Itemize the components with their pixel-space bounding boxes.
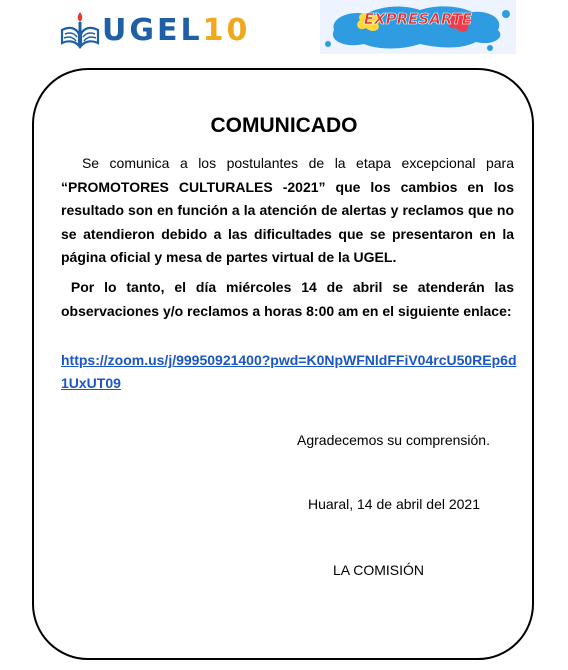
notice-paragraph-1-bold: “PROMOTORES CULTURALES -2021” que los cambios en los resultado son en función a la atención de alertas y reclamos que no se atendieron debido a las dificultades que se presentaron en la página oficial y mesa de partes virtual de la UGEL. [61, 178, 514, 265]
header [0, 0, 568, 60]
paint-splash-icon [320, 0, 516, 54]
expresarte-logo-text: EXPRESARTE [363, 10, 473, 28]
thanks-text: Agradecemos su comprensión. [297, 432, 490, 448]
notice-paragraph-1-intro: Se comunica a los postulantes de la etapa excepcional para [81, 155, 514, 171]
ugel-logo-word: UGEL [102, 13, 203, 48]
book-torch-icon [58, 8, 102, 52]
ugel-logo-number: 10 [202, 13, 251, 48]
notice-title: COMUNICADO [210, 114, 358, 137]
zoom-meeting-link[interactable]: https://zoom.us/j/99950921400?pwd=K0NpWFNldFFiV04rcU50REp6d1UxUT09 [61, 352, 517, 391]
ugel-logo [58, 8, 258, 52]
notice-paragraph-1 [61, 152, 514, 270]
signature: LA COMISIÓN [333, 562, 425, 578]
ugel-logo-text [102, 14, 250, 48]
place-date: Huaral, 14 de abril del 2021 [308, 496, 481, 512]
notice-paragraph-2 [61, 276, 514, 323]
notice-paragraph-2-bold: Por lo tanto, el día miércoles 14 de abril se atenderán las observaciones y/o reclamos a horas 8:00 am en el siguiente enlace: [61, 279, 514, 319]
expresarte-logo [320, 0, 516, 54]
